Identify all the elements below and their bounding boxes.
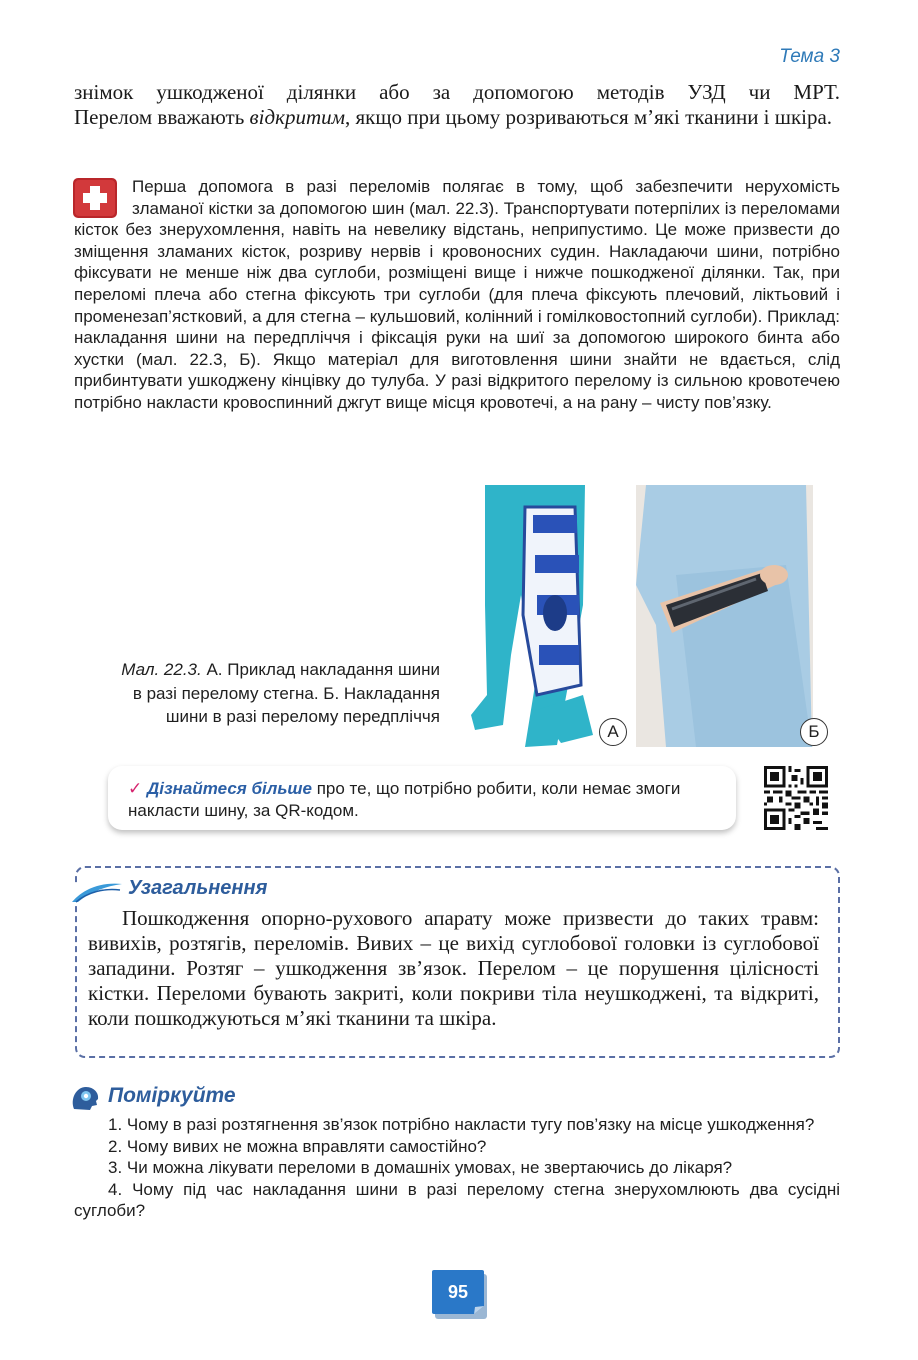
question-item: 2. Чому вивих не можна вправляти самостійно? [108, 1136, 487, 1156]
page-number: 95 [447, 1281, 469, 1302]
forearm-splint-photo [636, 485, 813, 747]
checkmark-icon: ✓ [128, 779, 143, 798]
open-fracture-term: відкритим [249, 105, 346, 129]
think-heading: Поміркуйте [108, 1084, 236, 1107]
qr-code-icon[interactable] [764, 766, 828, 830]
figure-label-a: А [599, 718, 627, 746]
intro-line: знімок ушкодженої ділянки або за допомогою методів УЗД чи МРТ. [74, 80, 840, 104]
summary-paragraph [88, 906, 819, 1031]
figure-caption-text: А. Приклад накладання шини в разі перелому стегна. Б. Накладання шини в разі перелому передпліччя [132, 660, 440, 726]
learn-more-box [108, 766, 736, 830]
figure-caption-lead: Мал. 22.3. [121, 660, 202, 679]
intro-paragraph [74, 80, 840, 130]
intro-definition [74, 105, 840, 130]
theme-label: Тема 3 [779, 46, 840, 67]
learn-more-text: про те, що потрібно робити, коли немає змоги накласти шину, за QR-кодом. [128, 779, 681, 820]
figure-caption [110, 658, 440, 729]
intro-after-term: , якщо при цьому розриваються м’які тканини і шкіра. [345, 105, 833, 129]
figure-label-b: Б [800, 718, 828, 746]
summary-heading: Узагальнення [128, 877, 268, 899]
question-item: 4. Чому під час накладання шини в разі перелому стегна знерухомлюють два сусідні суглоби? [74, 1179, 840, 1221]
first-aid-paragraph [74, 176, 840, 414]
learn-more-lead: Дізнайтеся більше [146, 779, 312, 798]
summary-text: Пошкодження опорно-рухового апарату може призвести до таких травм: вивихів, розтягів, переломів. Вивих – це вихід суглобової головки із суглобової западини. Розтяг – ушкодження зв’язок. Перелом – це порушення цілісності кістки. Переломи бувають закриті, коли покриви тіла неушкоджені, та відкриті, коли пошкоджуються м’які тканини та шкіра. [88, 906, 819, 1030]
think-head-icon [70, 1085, 100, 1111]
leg-splint-photo [465, 485, 625, 747]
summary-swoosh-icon [70, 880, 124, 904]
question-item: 3. Чи можна лікувати переломи в домашніх умовах, не звертаючись до лікаря? [108, 1158, 733, 1178]
questions-list [74, 1114, 840, 1222]
question-item: 1. Чому в разі розтягнення зв’язок потрібно накласти тугу пов’язку на місце ушкодження? [108, 1115, 815, 1134]
first-aid-text: Перша допомога в разі переломів полягає в тому, щоб забезпечити нерухомість зламаної кістки за допомогою шин (мал. 22.3). Транспортувати потерпілих із переломами кісток без знерухомлення, навіть на невелику відстань, неприпустимо. Це може призвести до зміщення зламаних кісток, розриву нервів і кровоносних судин. Накладаючи шини, потрібно фіксувати не менше ніж два суглоби, розміщені вище і нижче пошкодженої ділянки. Так, при переломі плеча або стегна фіксують три суглоби (для плеча фіксують плечовий, ліктьовий і променезап’ястковий, а для стегна – кульшовий, колінний і гомілковостопний суглоби). Приклад: накладання шини на передпліччя і фіксація руки на шиї за допомогою широкого бинта або хустки (мал. 22.3, Б). Якщо матеріал для виготовлення шини знайти не вдається, слід прибинтувати ушкоджену кінцівку до тулуба. У разі відкритого перелому із сильною кровотечею потрібно накласти кровоспинний джгут вище місця кровотечі, а на рану – чисту пов’язку. [74, 177, 840, 412]
intro-before-term: Перелом вважають [74, 105, 250, 129]
